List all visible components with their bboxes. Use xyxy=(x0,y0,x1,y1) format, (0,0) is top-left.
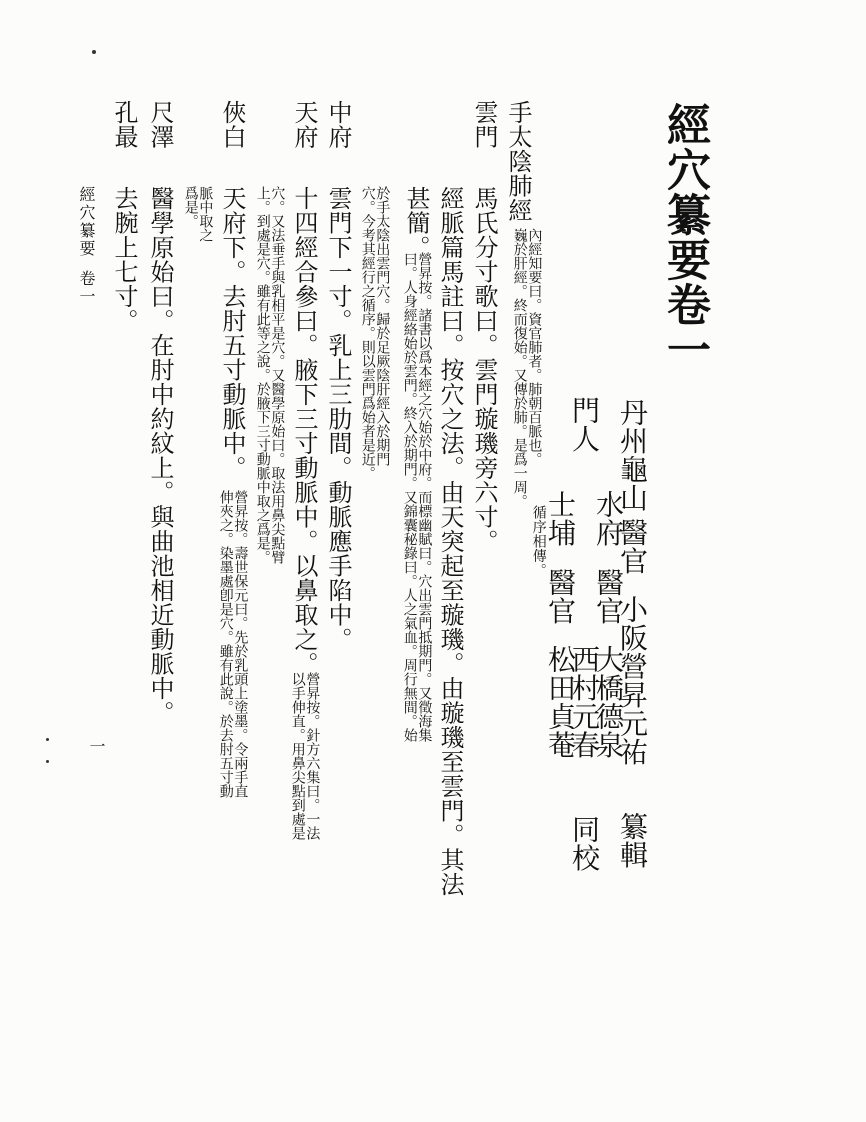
point-note xyxy=(255,186,284,564)
footer-volume: 卷一 xyxy=(77,270,96,306)
point-name-yunmen: 雲門 xyxy=(470,100,498,149)
note-line: 曰。人身經絡始於雲門。終入於期門。又錦囊秘錄曰。人之氣血。周行無間。始 xyxy=(401,252,418,742)
note-line: 巍於肝經。終而復始。又傳於肺。是爲一周。 xyxy=(511,228,528,508)
note-line: 穴。今考其經行之循序。則以雲門爲始者是近。 xyxy=(359,186,376,480)
point-text: 去腕上七寸。 xyxy=(110,186,138,333)
point-text: 馬氏分寸歌曰。雲門璇璣旁六寸。 xyxy=(470,186,498,554)
note-line: 循序相傳。 xyxy=(530,505,547,578)
point-name-tianfu: 天府 xyxy=(290,100,318,149)
scan-speck xyxy=(46,738,49,741)
point-text: 十四經合參曰。腋下三寸動脈中。以鼻取之。 xyxy=(290,186,318,676)
point-name-zhongfu: 中府 xyxy=(324,100,352,149)
note-line: 爲是。 xyxy=(182,186,199,228)
note-line: 營昇按。針方六集曰。一法 xyxy=(304,672,321,840)
collate-label: 同校 xyxy=(568,815,601,872)
commentary-note xyxy=(402,252,431,742)
note-line: 穴。又法垂手與乳相平是穴。又醫學原始曰。取法用鼻尖點臂 xyxy=(269,186,286,564)
footer-book-title: 經穴纂要 xyxy=(77,186,96,258)
author-rank: 醫官 xyxy=(616,518,649,575)
commentary-text: 經脈篇馬註曰。按穴之法。由天突起至璇璣。由璇璣至雲門。其法 xyxy=(436,186,464,897)
note-line: 營昇按。壽世保元曰。先於乳頭上塗墨。令兩手直 xyxy=(232,490,249,798)
author-name: 小阪營昇元祐 xyxy=(616,595,649,766)
commentary-text: 甚簡。 xyxy=(402,186,430,260)
point-name-chize: 尺澤 xyxy=(146,100,174,149)
point-note xyxy=(218,490,247,798)
page-title: 經穴纂要卷一 xyxy=(659,102,710,372)
disciple1-rank: 醫官 xyxy=(592,568,625,625)
point-text: 醫學原始曰。在肘中約紋上。與曲池相近動脈中。 xyxy=(146,186,174,725)
disciple1-place: 水府 xyxy=(592,490,625,547)
scan-speck xyxy=(46,760,49,763)
note-line: 脈中取之 xyxy=(197,186,214,242)
disciple3-name: 松田貞菴 xyxy=(544,645,577,759)
author-place: 丹州龜山 xyxy=(616,398,649,512)
note-line: 伸夾之。染墨處卽是穴。雖有此說。於去肘五寸動 xyxy=(217,490,234,798)
note-line: 以手伸直。用鼻尖點到處是 xyxy=(289,672,306,840)
note-line: 上。到處是穴。雖有此等之說。於腋下三寸動脈中取之爲是。 xyxy=(254,186,271,564)
note-line: 於手太陰出雲門穴。歸於足厥陰肝經入於期門 xyxy=(374,186,391,466)
disciple2-name: 西村元春 xyxy=(568,645,601,759)
disciple3-rank: 醫官 xyxy=(544,568,577,625)
page-number: 一 xyxy=(87,738,106,756)
note-line: 內經知要曰。資官肺者。肺朝百脈也。 xyxy=(526,228,543,466)
disciples-label: 門人 xyxy=(568,396,601,453)
point-name-xiabai: 俠白 xyxy=(218,100,246,149)
meridian-note xyxy=(512,228,541,508)
point-note xyxy=(183,186,212,242)
point-name-kongzui: 孔最 xyxy=(110,100,138,149)
disciple3-place: 士埔 xyxy=(544,490,577,547)
disciple1-name: 大橋德泉 xyxy=(592,645,625,759)
point-note xyxy=(290,672,319,840)
point-text: 雲門下一寸。乳上三肋間。動脈應手陷中。 xyxy=(324,186,352,652)
commentary-note xyxy=(360,186,389,480)
note-line: 營昇按。諸書以爲本經之穴始於中府。而標幽賦曰。穴出雲門抵期門。又徵海集 xyxy=(416,252,433,742)
compile-label: 纂輯 xyxy=(616,812,649,869)
point-text: 天府下。去肘五寸動脈中。 xyxy=(218,186,246,480)
scan-speck xyxy=(92,50,96,54)
meridian-heading: 手太陰肺經 xyxy=(504,100,532,223)
